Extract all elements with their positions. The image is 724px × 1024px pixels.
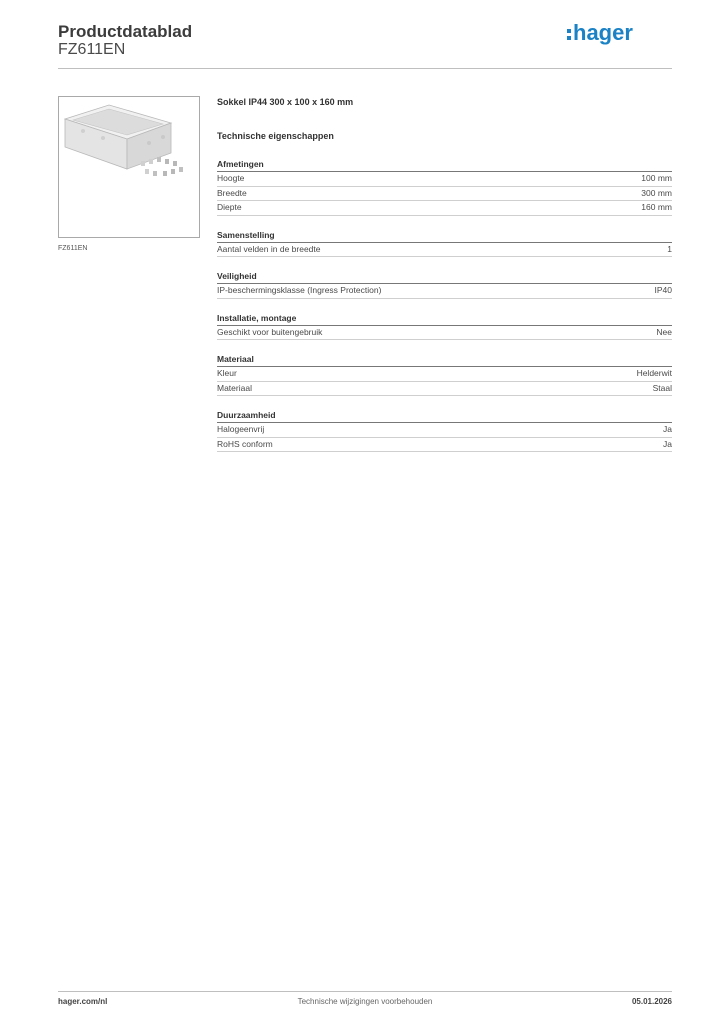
spec-value: 160 mm xyxy=(641,202,672,212)
spec-row xyxy=(217,201,672,216)
spec-row xyxy=(217,326,672,341)
spec-value: Helderwit xyxy=(636,368,672,378)
image-caption: FZ611EN xyxy=(58,245,88,252)
footer-divider xyxy=(58,991,672,992)
spec-value: IP40 xyxy=(654,285,672,295)
spec-group-title: Veiligheid xyxy=(217,270,672,284)
spec-content xyxy=(217,96,672,452)
spec-group xyxy=(217,353,672,396)
spec-label: RoHS conform xyxy=(217,438,273,449)
spec-label: Hoogte xyxy=(217,173,245,183)
logo-dot-bottom xyxy=(567,36,571,40)
footer-disclaimer: Technische wijzigingen voorbehouden xyxy=(297,997,433,1006)
spec-group-title: Afmetingen xyxy=(217,158,672,172)
hager-logo xyxy=(566,20,656,50)
spec-row xyxy=(217,243,672,258)
spec-row xyxy=(217,438,672,453)
spec-label: Kleur xyxy=(217,368,237,378)
product-name: Sokkel IP44 300 x 100 x 160 mm xyxy=(217,97,354,107)
spec-label: Materiaal xyxy=(217,382,252,393)
spec-row xyxy=(217,423,672,438)
spec-group-title: Installatie, montage xyxy=(217,312,672,326)
page-header xyxy=(58,20,672,68)
enclosure-illustration xyxy=(59,97,199,237)
spec-row xyxy=(217,172,672,187)
spec-row xyxy=(217,382,672,397)
spec-row xyxy=(217,284,672,299)
spec-value: 100 mm xyxy=(641,173,672,183)
spec-group-title: Duurzaamheid xyxy=(217,409,672,423)
spec-row xyxy=(217,187,672,202)
spec-group xyxy=(217,229,672,258)
logo-dot-top xyxy=(567,29,571,33)
spec-group-title: Materiaal xyxy=(217,353,672,367)
spec-group-title: Samenstelling xyxy=(217,229,672,243)
spec-label: IP-beschermingsklasse (Ingress Protection) xyxy=(217,285,382,295)
spec-group xyxy=(217,312,672,341)
section-heading: Technische eigenschappen xyxy=(217,131,334,141)
document-title: Productdatablad xyxy=(58,22,193,41)
spec-group xyxy=(217,158,672,216)
spec-label: Aantal velden in de breedte xyxy=(217,243,321,254)
spec-label: Geschikt voor buitengebruik xyxy=(217,326,323,337)
logo-wordmark: hager xyxy=(573,20,633,45)
header-divider xyxy=(58,68,672,69)
footer-date: 05.01.2026 xyxy=(631,997,672,1006)
spec-value: Staal xyxy=(652,382,672,393)
product-code: FZ611EN xyxy=(58,41,126,58)
spec-value: Nee xyxy=(656,326,672,337)
spec-row xyxy=(217,367,672,382)
spec-label: Breedte xyxy=(217,187,247,198)
spec-groups xyxy=(217,158,672,452)
spec-label: Halogeenvrij xyxy=(217,424,265,434)
spec-value: Ja xyxy=(663,438,672,449)
spec-value: 300 mm xyxy=(641,187,672,198)
spec-value: 1 xyxy=(667,243,672,254)
product-image xyxy=(58,96,200,238)
spec-value: Ja xyxy=(663,424,672,434)
spec-group xyxy=(217,409,672,452)
spec-group xyxy=(217,270,672,299)
spec-label: Diepte xyxy=(217,202,242,212)
footer-website[interactable]: hager.com/nl xyxy=(58,997,108,1006)
